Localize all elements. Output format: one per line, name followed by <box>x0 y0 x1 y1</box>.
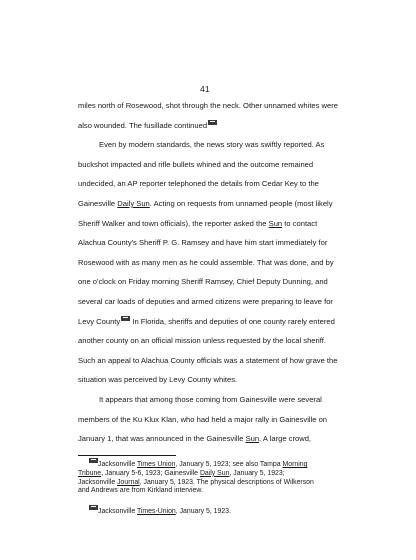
newspaper-title: Morning <box>282 461 308 468</box>
paragraph-start: Even by modern standards, the news story was swiftly reported. As <box>99 140 325 150</box>
footnote-line: and Andrews are from Kirkland interview. <box>78 487 203 495</box>
text-line: Alachua County's Sheriff P. G. Ramsey and have him start immediately for <box>78 238 328 248</box>
text-line: miles north of Rosewood, shot through the neck. Other unnamed whites were <box>78 101 339 110</box>
text-line: one o'clock on Friday morning Sheriff Ramsey, Chief Deputy Dunning, and <box>78 277 328 287</box>
text-line: buckshot impacted and rifle bullets whined and the outcome remained <box>78 159 314 169</box>
footnote-item <box>78 505 378 517</box>
text-line: members of the Ku Klux Klan, who had held a major rally in Gainesville on <box>78 414 328 424</box>
footnote-marker-icon <box>208 120 217 125</box>
body-text <box>78 96 378 449</box>
footnotes <box>78 458 378 526</box>
newspaper-title: Times-Union <box>136 508 176 516</box>
newspaper-title: Sun <box>245 434 260 444</box>
newspaper-title: Journal <box>117 478 140 486</box>
text-line: also wounded. The fusillade continued <box>78 116 378 136</box>
text-line: Gainesville Daily Sun. Acting on requests from unnamed people (most likely <box>78 198 333 208</box>
footnote-line: Tribune, January 5-6, 1923; Gainesville Daily Sun, January 5, 1923; <box>78 469 285 477</box>
footnote-line: Jacksonville Journal, January 5, 1923. The physical descriptions of Wilkerson <box>78 478 314 486</box>
text-line: another county on an official mission unless requested by the local sheriff. <box>78 336 326 346</box>
footnote-marker-icon <box>121 316 130 321</box>
text-line: undecided, an AP reporter telephoned the details from Cedar Key to the <box>78 179 319 189</box>
paragraph-start: It appears that among those coming from Gainesville were several <box>99 394 322 404</box>
footnote-item <box>78 458 378 496</box>
text-line: several car loads of deputies and armed citizens were preparing to leave for <box>78 296 333 306</box>
page-number: 41 <box>200 84 210 94</box>
newspaper-title: Tribune <box>78 469 102 477</box>
text-line: Such an appeal to Alachua County officials was a statement of how grave the <box>78 355 338 365</box>
text-line: situation was perceived by Levy County whites. <box>78 375 238 385</box>
text-line: Rosewood with as many men as he could assemble. That was done, and by <box>78 257 334 267</box>
text-line: January 1, that was announced in the Gainesville Sun. A large crowd, <box>78 434 312 444</box>
newspaper-title: Times Union <box>136 461 176 468</box>
footnote-line: Jacksonville Times Union, January 5, 1923; see also Tampa Morning <box>78 458 378 470</box>
newspaper-title: Daily Sun <box>199 469 230 477</box>
footnote-line: Jacksonville Times-Union, January 5, 1923. <box>78 505 378 517</box>
footnote-divider <box>78 455 176 456</box>
footnote-marker-icon <box>89 505 98 510</box>
newspaper-title: Sun <box>268 218 283 228</box>
newspaper-title: Daily Sun <box>117 198 150 208</box>
text-line: Sheriff Walker and town officials), the reporter asked the Sun to contact <box>78 218 318 228</box>
footnote-marker-icon <box>89 458 98 463</box>
text-line: Levy County In Florida, sheriffs and deputies of one county rarely entered <box>78 316 335 326</box>
